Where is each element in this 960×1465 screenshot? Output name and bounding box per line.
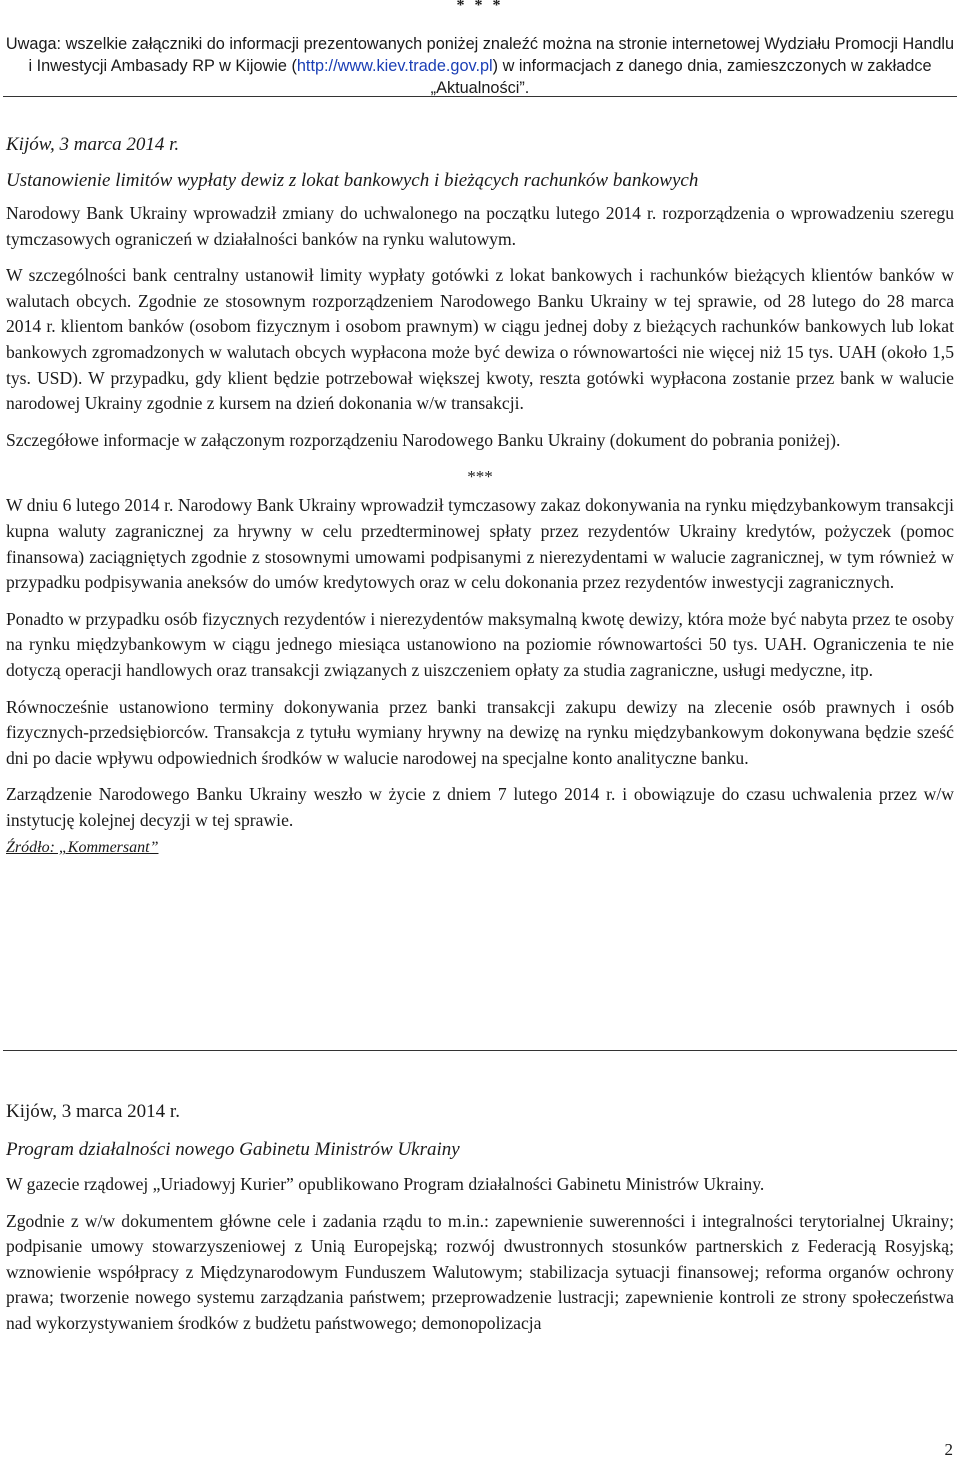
top-stars: * * * — [456, 0, 504, 14]
paragraph: Szczegółowe informacje w załączonym rozporządzeniu Narodowego Banku Ukrainy (dokument do pobrania poniżej). — [6, 429, 841, 450]
article-body-continued — [6, 493, 954, 833]
article-date: Kijów, 3 marca 2014 r. — [6, 1101, 180, 1122]
article-date: Kijów, 3 marca 2014 r. — [6, 134, 180, 155]
article-title: Ustanowienie limitów wypłaty dewiz z lokat bankowych i bieżących rachunków bankowych — [6, 170, 699, 191]
paragraph: Narodowy Bank Ukrainy wprowadził zmiany do uchwalonego na początku lutego 2014 r. rozporządzenia o wprowadzeniu szeregu tymczasowych ograniczeń w działalności banków na rynku walutowym. — [6, 203, 954, 249]
paragraph: W szczególności bank centralny ustanowił limity wypłaty gotówki z lokat bankowych i rachunków bieżących klientów banków w walutach obcych. Zgodnie ze stosownym rozporządzeniem Narodowego Banku Ukrainy w tej sprawie, od 28 lutego do 28 marca 2014 r. klientom banków (osobom fizycznym i osobom prawnym) w ciągu jednej doby z bieżących rachunków bankowych lub lokat bankowych zgromadzonych w walutach obcych wypłacona może być dewiza o równowartości nie więcej niż 15 tys. UAH (około 1,5 tys. USD). W przypadku, gdy klient będzie potrzebował większej kwoty, reszta gotówki wypłacona zostanie przez bank w walucie narodowej Ukrainy zgodnie z kursem na dzień dokonania w/w transakcji. — [6, 265, 954, 414]
paragraph: Ponadto w przypadku osób fizycznych rezydentów i nierezydentów maksymalną kwotę dewizy, która może być nabyta przez te osoby na rynku międzybankowym w ciągu jednego miesiąca ustanowiono na poziomie równowartości 50 tys. UAH. Ograniczenia te nie dotyczą operacji handlowych oraz transakcji związanych z uiszczeniem opłaty za studia zagraniczne, usługi medyczne, itp. — [6, 608, 954, 680]
source-label: Źródło: „Kommersant” — [6, 839, 159, 857]
article-cabinet-program — [6, 1100, 954, 1337]
paragraph: Równocześnie ustanowiono terminy dokonywania przez banki transakcji zakupu dewizy na zlecenie osób prawnych i osób fizycznych-przedsiębiorców. Transakcja z tytułu wymiany hrywny na dewizę na rynku międzybankowym dokonywana będzie sześć dni po dacie wpływu odpowiednich środków w walucie narodowej na specjalne konto analityczne banku. — [6, 696, 954, 768]
paragraph: W gazecie rządowej „Uriadowyj Kurier” opublikowano Program działalności Gabinetu Ministrów Ukrainy. — [6, 1174, 765, 1194]
article-body — [6, 1172, 954, 1337]
article-divider — [3, 1050, 957, 1051]
attachments-notice — [5, 33, 955, 99]
article-nbu-limits — [6, 133, 954, 859]
section-separator: *** — [467, 467, 493, 487]
header-divider — [3, 96, 957, 97]
notice-text-end: ) w informacjach z danego dnia, zamieszczonych w zakładce „Aktualności”. — [430, 57, 932, 97]
page-number: 2 — [944, 1440, 953, 1459]
paragraph: W dniu 6 lutego 2014 r. Narodowy Bank Ukrainy wprowadził tymczasowy zakaz dokonywania na rynku międzybankowym transakcji kupna waluty zagranicznej za hrywny w celu przedterminowej spłaty przez rezydentów Ukrainy kredytów, pożyczek (pomoc finansowa) zaciągniętych zgodnie z stosownymi umowami podpisanymi z nierezydentami w walucie zagranicznej, w tym również w przypadku podpisywania aneksów do umów kredytowych oraz w celu dokonania przez rezydentów inwestycji zagranicznych. — [6, 495, 954, 593]
paragraph: Zarządzenie Narodowego Banku Ukrainy weszło w życie z dniem 7 lutego 2014 r. i obowiązuje do czasu uchwalenia przez w/w instytucję kolejnej decyzji w tej sprawie. — [6, 784, 954, 830]
article-source — [6, 837, 954, 859]
embassy-website-link[interactable]: http://www.kiev.trade.gov.pl — [296, 57, 493, 75]
notice-text-start: Uwaga: wszelkie załączniki do informacji prezentowanych poniżej znaleźć można na stronie internetowej Wydziału Promocji Handlu i Inwestycji Ambasady RP w Kijowie ( — [5, 35, 955, 75]
article-body — [6, 201, 954, 453]
article-title: Program działalności nowego Gabinetu Ministrów Ukrainy — [6, 1139, 460, 1160]
paragraph: Zgodnie z w/w dokumentem główne cele i zadania rządu to m.in.: zapewnienie suwerenności i integralności terytorialnej Ukrainy; podpisanie umowy stowarzyszeniowej z Unią Europejską; rozwój dwustronnych stosunków partnerskich z Federacją Rosyjską; wznowienie współpracy z Międzynarodowym Funduszem Walutowym; stabilizacja sytuacji finansowej; reforma organów ochrony prawa; tworzenie nowego systemu zarządzania państwem; przeprowadzenie lustracji; zapewnienie kontroli ze strony społeczeństwa nad wykorzystywaniem środków z budżetu państwowego; demonopolizacja — [6, 1210, 954, 1333]
